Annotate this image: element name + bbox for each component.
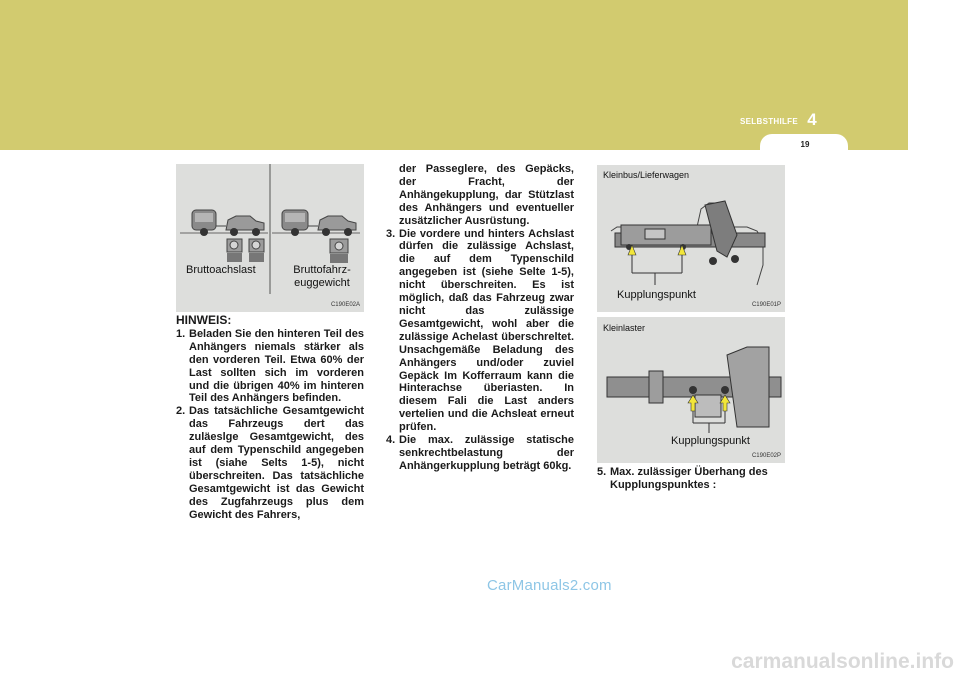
list-item-number: 1.: [176, 327, 186, 340]
list-item-text: Beladen Sie den hinteren Teil des Anhängers niemals stärker als den vorderen Teil. Etwa 60% der Last sollten sich im vorderen und die übrigen 40% im hinteren Teil des Anhängers befinden.: [189, 327, 364, 405]
list-item-text: Max. zulässiger Überhang des Kupplungspunktes :: [610, 466, 768, 491]
list-item: [386, 228, 574, 435]
caption-gross-axle-load: Bruttoachslast: [186, 264, 256, 276]
list-item-continuation: der Passeglere, des Gepäcks, der Fracht, der Anhängekupplung, dar Stützlast des Anhängers und eventueller zusätzlicher Ausrüstung.: [399, 163, 574, 227]
list-item-number: 3.: [386, 227, 396, 240]
section-label: SELBSTHILFE: [740, 117, 798, 126]
page-number: 19: [800, 140, 810, 149]
list-item: [176, 405, 364, 521]
footer-watermark: carmanualsonline.info: [731, 650, 954, 673]
list-item-number: 2.: [176, 405, 186, 418]
text-column-left: [176, 314, 364, 522]
list-item-number: 5.: [597, 466, 607, 478]
list-item: [597, 466, 785, 492]
figure-truck-hitch: [597, 317, 785, 463]
list-item-text: Das tatsächliche Gesamtgewicht das Fahrzeugs dert das zuläeslge Gesamtgewicht, des auf dem Typenschild angegeben ist (siahe Selts 1-5), nicht überschreiten. Das tatsächliche Gesamtgewicht ist das Gewicht des Zugfahrzeugs plus dem Gewicht des Fahrers,: [189, 405, 364, 521]
list-item: [386, 434, 574, 473]
header-band: [0, 0, 908, 150]
figure-code: C190E02A: [330, 302, 360, 308]
watermark-link[interactable]: CarManuals2.com: [487, 577, 612, 594]
list-item-text: Die max. zulässige statische senkrechtbelastung der Anhängerkupplung beträgt 60kg.: [399, 434, 574, 472]
note-heading: HINWEIS:: [176, 313, 232, 327]
figure-title: Kleinlaster: [603, 323, 646, 333]
list-item: [176, 328, 364, 405]
list-item-text: Die vordere und hinters Achslast dürfen die zulässige Achslast, die auf dem Typenschild angegeben ist (siehe Selte 1-5), nicht überschreiten. Es ist möglich, daß das Fahrzeug zwar nicht das zulässige Gesamtgewicht, wohl aber die zulässige Achelast überschreltet. Unsachgemäße Beladung des Anhängers und/oder zuviel Gepäck Im Kofferraum kann die Hinterachse überiasten. In diesem Fali die Last anders vertelien und die Achsleat erneut prüfen.: [399, 227, 574, 434]
header-right-margin: [908, 0, 960, 150]
text-column-right: [597, 466, 785, 492]
figure-code: C190E01P: [751, 302, 781, 308]
figure-van-hitch: [597, 165, 785, 312]
figure-code: C190E02P: [751, 453, 781, 459]
caption-gross-vehicle-weight: Bruttofahrz- euggewicht: [293, 264, 351, 289]
callout-hitch-point: Kupplungspunkt: [617, 289, 696, 301]
callout-hitch-point: Kupplungspunkt: [671, 435, 750, 447]
list-item-number: 4.: [386, 434, 396, 447]
chapter-number: 4: [807, 110, 817, 129]
text-column-middle: [386, 163, 574, 473]
figure-title: Kleinbus/Lieferwagen: [603, 170, 690, 180]
figure-weight-diagram: [176, 164, 364, 312]
